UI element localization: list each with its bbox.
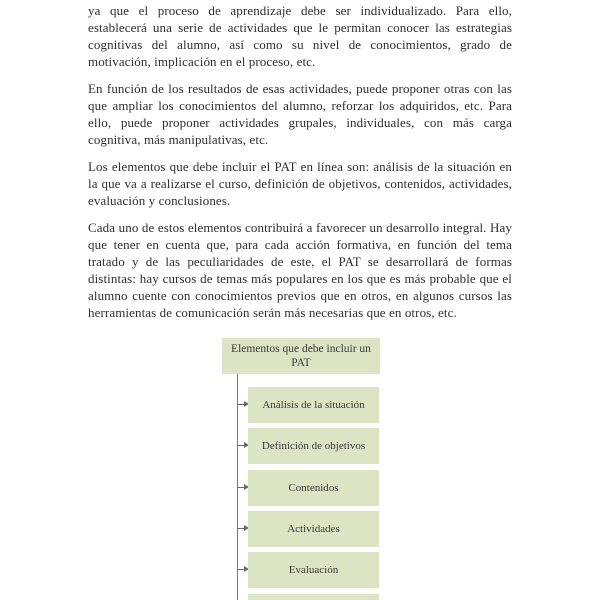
diagram-node-evaluacion (248, 552, 379, 588)
body-paragraph: Cada uno de estos elementos contribuirá a favorecer un desarrollo integral. Hay que tener en cuenta que, para cada acción formativa, en función del tema tratado y de las peculiaridades de este, el PAT se desarrollará de formas distintas: hay cursos de temas más populares en los que es más probable que el alumno cuente con conocimientos previos que en otros, en algunos cursos las herramientas de comunicación serán más necesarias que en otros, etc. (88, 220, 512, 320)
diagram-node-contenidos (248, 470, 379, 506)
body-paragraph: Los elementos que debe incluir el PAT en línea son: análisis de la situación en la que va a realizarse el curso, definición de objetivos, contenidos, actividades, evaluación y conclusiones. (88, 159, 512, 208)
diagram-node-label: Evaluación (288, 563, 339, 576)
diagram-node-actividades (248, 511, 379, 547)
diagram-title: Elementos que debe incluir un PAT (231, 343, 371, 369)
diagram-node-label: Actividades (287, 522, 340, 535)
diagram-node-partial-bottom (248, 594, 379, 600)
diagram-node-definicion-de-objetivos (248, 428, 379, 464)
diagram-node-label: Definición de objetivos (261, 439, 366, 452)
diagram-node-label: Contenidos (288, 481, 339, 494)
pat-elements-diagram (222, 338, 380, 600)
body-paragraph: En función de los resultados de esas actividades, puede proponer otras con las que ampliar los conocimientos del alumno, reforzar los adquiridos, etc. Para ello, puede proponer actividades grupales, individuales, con más carga cognitiva, más manipulativas, etc. (88, 81, 512, 147)
body-text-column (88, 2, 512, 331)
diagram-node-analisis-de-la-situacion (248, 387, 379, 423)
diagram-node-label: Análisis de la situación (262, 398, 365, 411)
body-paragraph: ya que el proceso de aprendizaje debe ser individualizado. Para ello, establecerá una serie de actividades que le permitan conocer las estrategias cognitivas del alumno, así como su nivel de conocimientos, grado de motivación, implicación en el proceso, etc. (88, 3, 512, 69)
diagram-title-box (222, 338, 380, 374)
